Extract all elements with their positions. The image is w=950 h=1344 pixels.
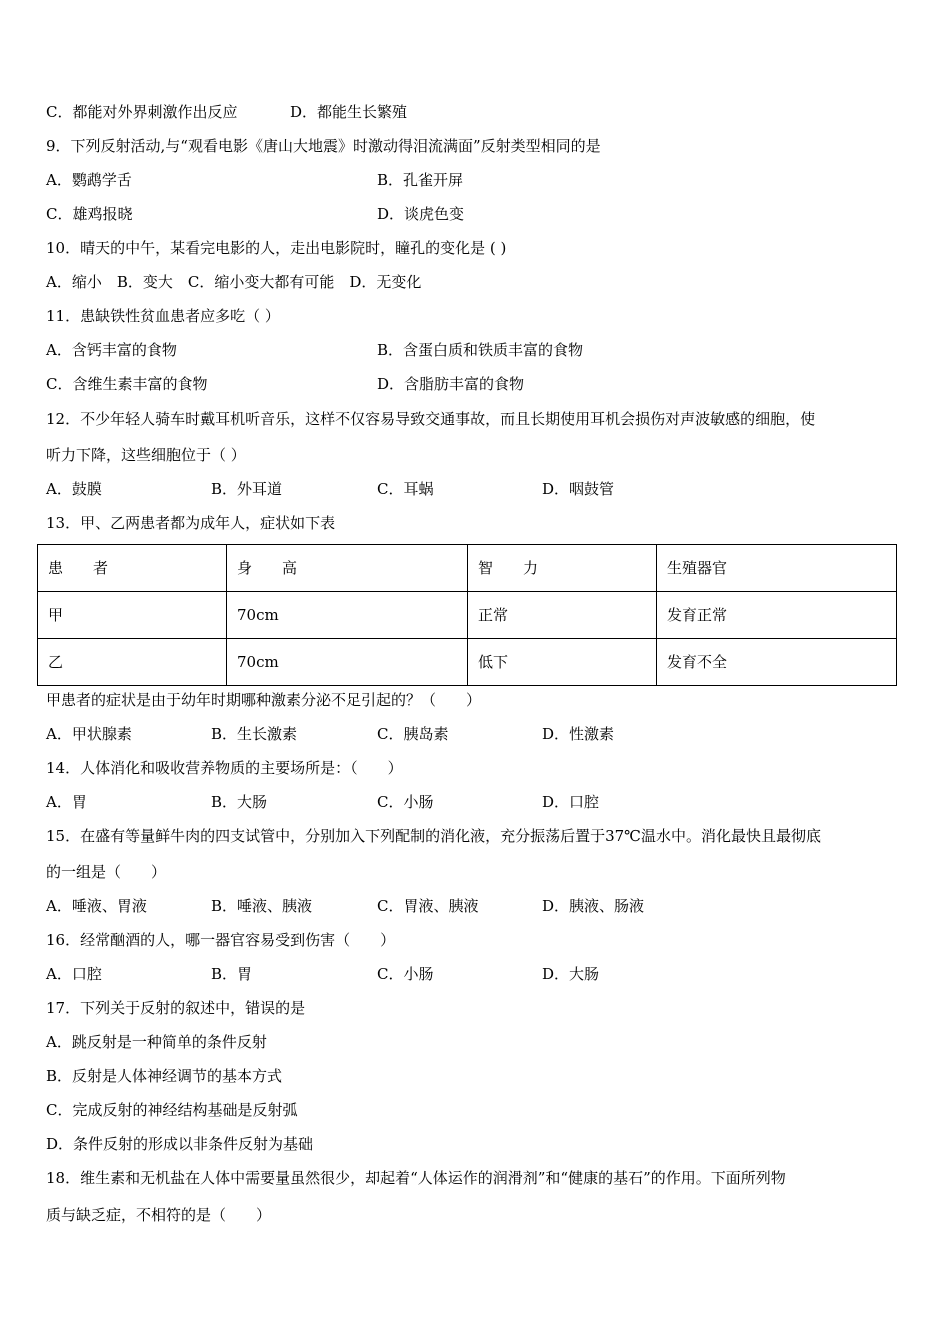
table-cell: 甲 (38, 592, 227, 639)
table-header-cell: 患 者 (38, 545, 227, 592)
q10-options: A．缩小 B．变大 C．缩小变大都有可能 D．无变化 (46, 273, 422, 291)
q17-option-c: C．完成反射的神经结构基础是反射弧 (46, 1101, 298, 1119)
q12-option-b: B．外耳道 (211, 480, 283, 498)
q9-option-d: D．谈虎色变 (377, 205, 465, 223)
q13-option-b: B．生长激素 (211, 725, 298, 743)
q12-stem-line1: 12．不少年轻人骑车时戴耳机听音乐，这样不仅容易导致交通事故，而且长期使用耳机会损伤对声波敏感的细胞，使 (46, 410, 816, 428)
table-cell: 70cm (227, 592, 468, 639)
q14-option-b: B．大肠 (211, 793, 268, 811)
q12-stem-line2: 听力下降，这些细胞位于（ ） (46, 446, 246, 464)
table-cell: 70cm (227, 639, 468, 686)
table-cell: 低下 (468, 639, 657, 686)
q9-option-a: A．鹦鹉学舌 (46, 171, 132, 189)
q15-option-c: C．胃液、胰液 (377, 897, 479, 915)
q11-option-b: B．含蛋白质和铁质丰富的食物 (377, 341, 584, 359)
table-header-cell: 智 力 (468, 545, 657, 592)
q15-stem-line1: 15．在盛有等量鲜牛肉的四支试管中，分别加入下列配制的消化液，充分振荡后置于37℃温水中。消化最快且最彻底 (46, 827, 821, 845)
table-row (38, 592, 897, 639)
q10-stem: 10．晴天的中午，某看完电影的人，走出电影院时，瞳孔的变化是 ( ) (46, 239, 507, 257)
q16-option-c: C．小肠 (377, 965, 434, 983)
q11-option-a: A．含钙丰富的食物 (46, 341, 177, 359)
q9-option-c: C．雄鸡报晓 (46, 205, 133, 223)
q13-option-a: A．甲状腺素 (46, 725, 132, 743)
q14-option-d: D．口腔 (542, 793, 600, 811)
q12-option-c: C．耳蜗 (377, 480, 434, 498)
table-cell: 发育不全 (657, 639, 897, 686)
q12-option-a: A．鼓膜 (46, 480, 102, 498)
q14-option-a: A．胃 (46, 793, 87, 811)
q16-option-a: A．口腔 (46, 965, 102, 983)
q17-option-d: D．条件反射的形成以非条件反射为基础 (46, 1135, 314, 1153)
q9-option-b: B．孔雀开屏 (377, 171, 464, 189)
q18-stem-line1: 18．维生素和无机盐在人体中需要量虽然很少，却起着“人体运作的润滑剂”和“健康的基石”的作用。下面所列物 (46, 1169, 786, 1187)
q15-option-b: B．唾液、胰液 (211, 897, 313, 915)
q17-option-a: A．跳反射是一种简单的条件反射 (46, 1033, 267, 1051)
q13-question: 甲患者的症状是由于幼年时期哪种激素分泌不足引起的？（ ） (46, 691, 482, 709)
q15-stem-line2: 的一组是（ ） (46, 863, 167, 881)
symptom-table (37, 544, 897, 686)
table-cell: 乙 (38, 639, 227, 686)
q14-option-c: C．小肠 (377, 793, 434, 811)
table-header-row (38, 545, 897, 592)
q16-option-b: B．胃 (211, 965, 253, 983)
q11-option-c: C．含维生素丰富的食物 (46, 375, 208, 393)
q16-option-d: D．大肠 (542, 965, 600, 983)
q11-stem: 11．患缺铁性贫血患者应多吃（ ） (46, 307, 280, 325)
table-row (38, 639, 897, 686)
q14-stem: 14．人体消化和吸收营养物质的主要场所是：（ ） (46, 759, 403, 777)
q15-option-d: D．胰液、肠液 (542, 897, 645, 915)
q16-stem: 16．经常酗酒的人，哪一器官容易受到伤害（ ） (46, 931, 396, 949)
q13-option-d: D．性激素 (542, 725, 615, 743)
table-cell: 发育正常 (657, 592, 897, 639)
q17-stem: 17．下列关于反射的叙述中，错误的是 (46, 999, 306, 1017)
table-cell: 正常 (468, 592, 657, 639)
table-header-cell: 生殖器官 (657, 545, 897, 592)
q11-option-d: D．含脂肪丰富的食物 (377, 375, 525, 393)
q12-option-d: D．咽鼓管 (542, 480, 615, 498)
q13-option-c: C．胰岛素 (377, 725, 449, 743)
q18-stem-line2: 质与缺乏症，不相符的是（ ） (46, 1206, 272, 1224)
q13-stem: 13．甲、乙两患者都为成年人，症状如下表 (46, 514, 336, 532)
q17-option-b: B．反射是人体神经调节的基本方式 (46, 1067, 283, 1085)
table-header-cell: 身 高 (227, 545, 468, 592)
q8-option-c: C．都能对外界刺激作出反应 (46, 103, 238, 121)
q8-option-d: D．都能生长繁殖 (290, 103, 408, 121)
q15-option-a: A．唾液、胃液 (46, 897, 147, 915)
q9-stem: 9．下列反射活动,与“观看电影《唐山大地震》时激动得泪流满面”反射类型相同的是 (46, 137, 601, 155)
